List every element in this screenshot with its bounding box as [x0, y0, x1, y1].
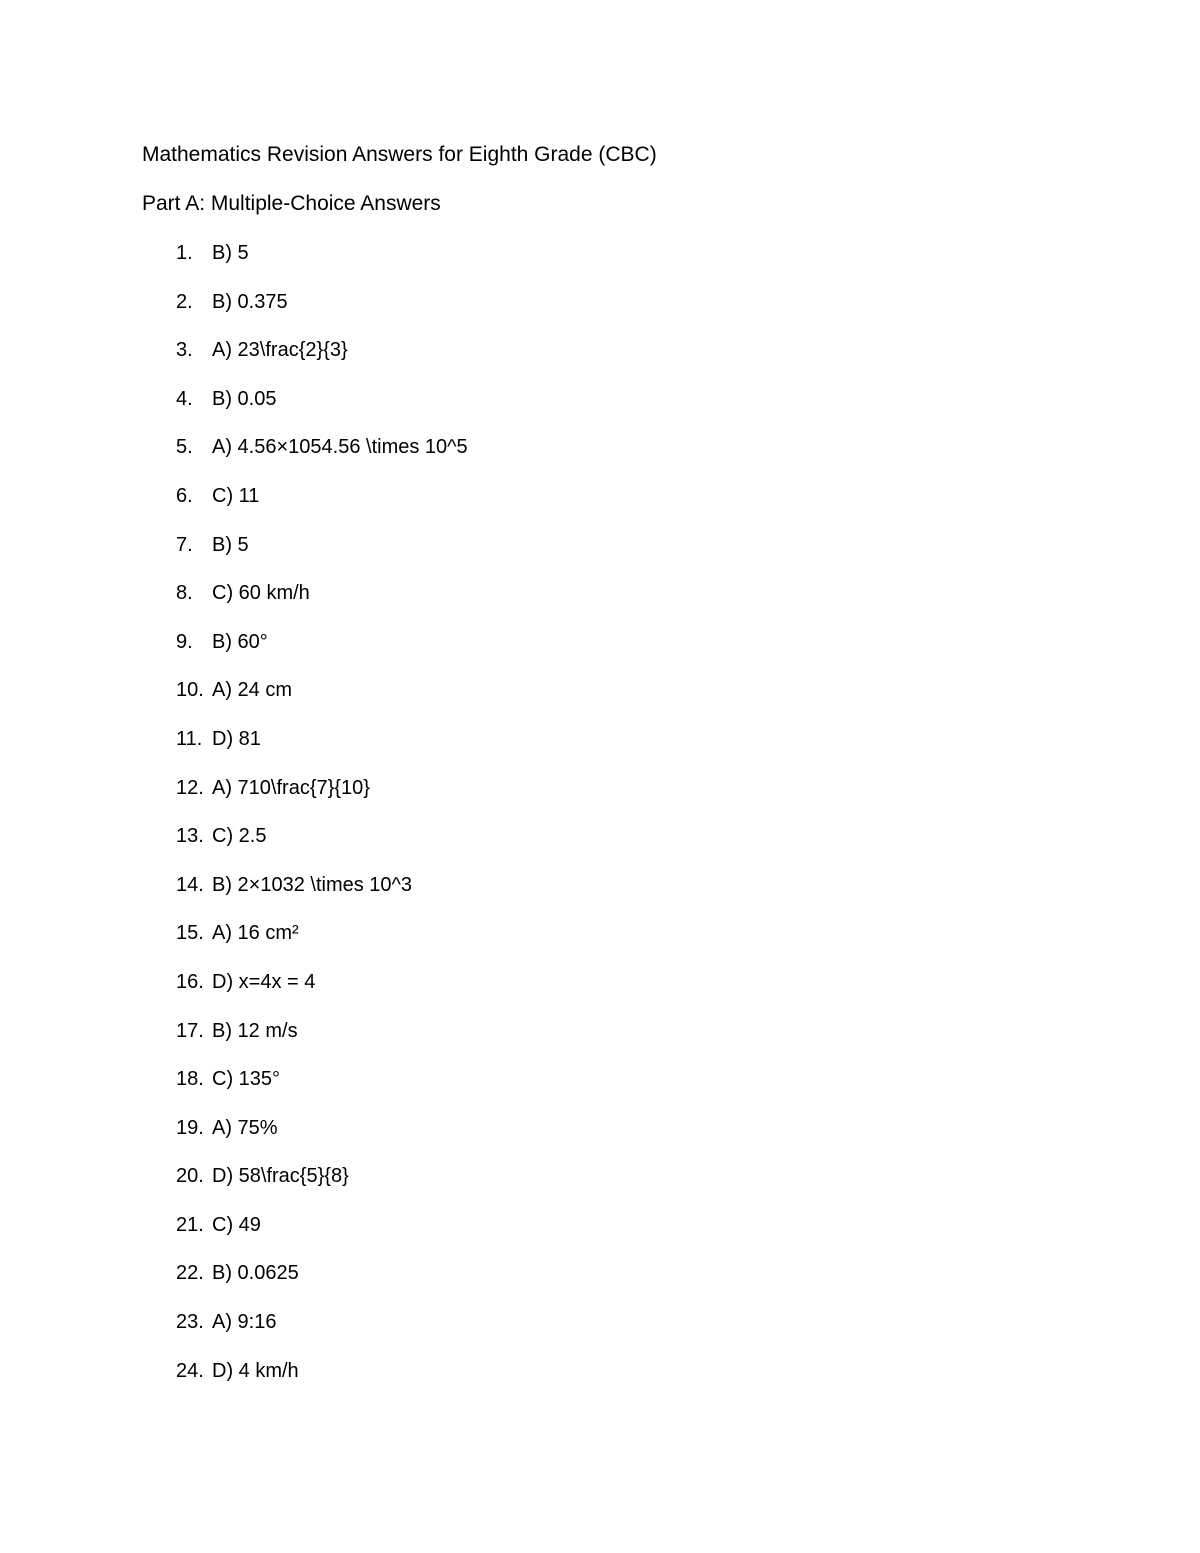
- answer-text: D) 58\frac{5}{8}: [212, 1165, 349, 1188]
- answer-text: C) 135°: [212, 1068, 281, 1091]
- answer-number: 6.: [176, 484, 193, 507]
- answer-text: B) 0.05: [212, 387, 277, 410]
- answer-text: B) 2×1032 \times 10^3: [212, 873, 413, 896]
- answer-text: A) 9:16: [212, 1311, 277, 1334]
- answer-text: B) 12 m/s: [212, 1019, 298, 1042]
- answer-text: B) 5: [212, 242, 249, 264]
- answer-number: 24.: [176, 1359, 204, 1382]
- answer-number: 21.: [176, 1213, 204, 1236]
- section-heading: Part A: Multiple-Choice Answers: [142, 192, 441, 215]
- answer-text: A) 4.56×1054.56 \times 10^5: [212, 436, 468, 459]
- answer-text: A) 710\frac{7}{10}: [212, 776, 370, 799]
- answer-text: C) 11: [212, 484, 260, 507]
- answer-number: 5.: [176, 436, 193, 459]
- answer-number: 8.: [176, 582, 193, 605]
- answer-number: 12.: [176, 776, 204, 799]
- answer-text: D) x=4x = 4: [212, 970, 316, 993]
- answer-number: 2.: [176, 290, 193, 313]
- answer-number: 15.: [176, 922, 204, 945]
- answer-number: 3.: [176, 339, 193, 362]
- document-title: Mathematics Revision Answers for Eighth Grade (CBC): [142, 143, 657, 166]
- answer-text: B) 0.375: [212, 290, 288, 313]
- answer-number: 11.: [176, 727, 203, 750]
- answer-number: 19.: [176, 1116, 204, 1139]
- answer-text: C) 60 km/h: [212, 582, 310, 605]
- answer-number: 18.: [176, 1068, 204, 1091]
- answer-text: B) 0.0625: [212, 1262, 299, 1285]
- answer-number: 20.: [176, 1165, 204, 1188]
- answer-number: 23.: [176, 1311, 204, 1334]
- answer-text: A) 24 cm: [212, 679, 293, 702]
- answer-number: 16.: [176, 970, 204, 993]
- answer-number: 10.: [176, 679, 204, 702]
- answer-number: 9.: [176, 630, 193, 653]
- answer-text: C) 2.5: [212, 825, 267, 848]
- answer-number: 7.: [176, 533, 193, 556]
- answer-text: B) 60°: [212, 630, 268, 653]
- answer-number: 17.: [176, 1019, 204, 1042]
- answer-text: A) 23\frac{2}{3}: [212, 339, 348, 362]
- answer-text: A) 16 cm²: [212, 922, 299, 945]
- answer-text: A) 75%: [212, 1116, 278, 1139]
- answer-text: D) 81: [212, 727, 261, 750]
- answer-text: B) 5: [212, 533, 249, 556]
- answer-number: 14.: [176, 873, 204, 896]
- answer-number: 4.: [176, 387, 193, 410]
- answer-number: 1.: [176, 242, 193, 264]
- answer-number: 22.: [176, 1262, 204, 1285]
- answer-text: D) 4 km/h: [212, 1359, 299, 1382]
- answer-text: C) 49: [212, 1213, 261, 1236]
- answer-number: 13.: [176, 825, 204, 848]
